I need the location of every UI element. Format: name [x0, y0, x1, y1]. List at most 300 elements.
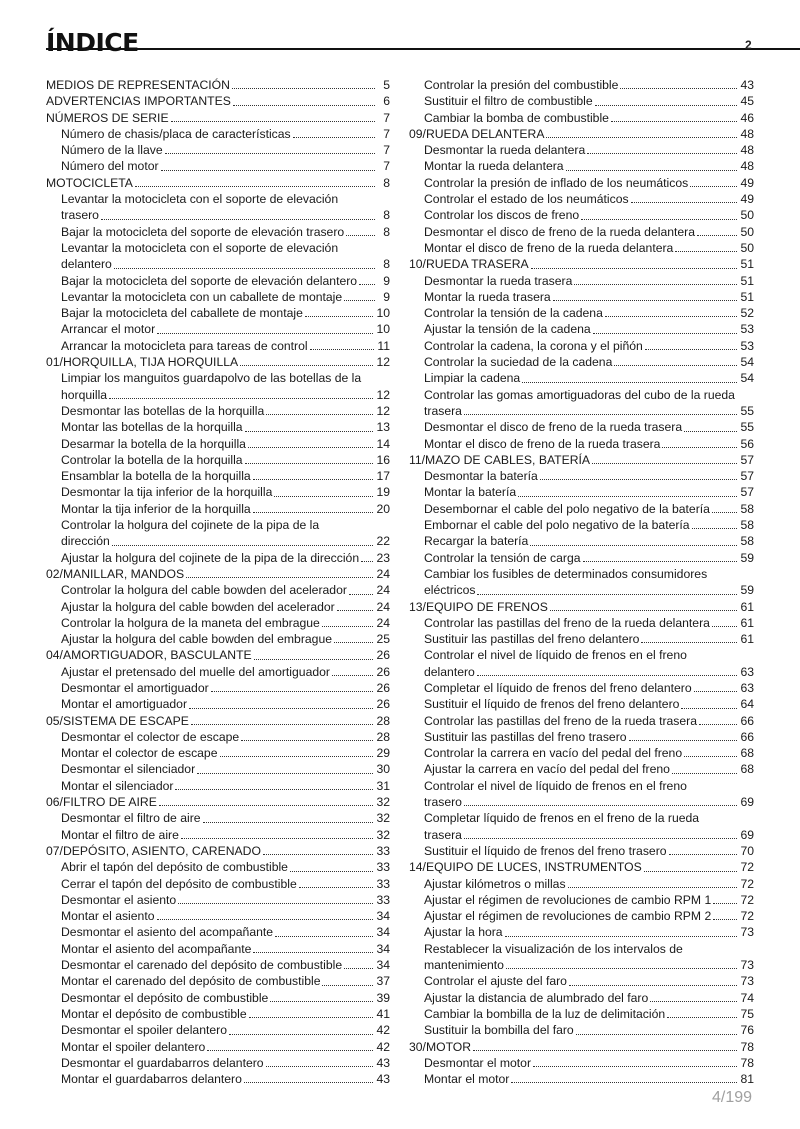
dot-leader — [266, 1064, 374, 1067]
toc-entry-page: 30 — [376, 762, 390, 777]
toc-entry[interactable] — [409, 387, 754, 420]
toc-entry-title: Controlar el ajuste del faro — [424, 974, 567, 989]
toc-entry-title: Montar la rueda delantera — [424, 159, 564, 174]
toc-entry[interactable] — [409, 713, 754, 729]
toc-entry[interactable] — [409, 533, 754, 549]
toc-entry-page: 10 — [376, 306, 390, 321]
toc-entry-page: 75 — [740, 1006, 754, 1021]
toc-entry-page: 51 — [740, 257, 754, 272]
toc-entry[interactable] — [409, 761, 754, 777]
toc-entry-title: Desmontar el asiento — [61, 892, 177, 907]
toc-entry-title-continued: trasera — [424, 403, 462, 418]
toc-entry-page: 43 — [376, 1055, 390, 1070]
toc-entry-title: Ensamblar la botella de la horquilla — [61, 469, 251, 484]
toc-entry-title: Controlar la botella de la horquilla — [61, 452, 243, 467]
toc-entry[interactable] — [409, 289, 754, 305]
toc-entry[interactable] — [46, 305, 390, 321]
dot-leader — [191, 722, 374, 725]
toc-entry[interactable] — [46, 321, 390, 337]
toc-entry[interactable] — [409, 305, 754, 321]
toc-entry-title: Montar la tija inferior de la horquilla — [61, 501, 251, 516]
toc-entry-page: 8 — [383, 224, 390, 239]
toc-entry[interactable] — [46, 517, 390, 550]
toc-entry[interactable] — [409, 419, 754, 435]
dot-leader — [290, 869, 373, 872]
toc-entry-title: Arrancar el motor — [61, 322, 156, 337]
toc-entry-title: Desmontar el filtro de aire — [61, 811, 201, 826]
dot-leader — [574, 282, 737, 285]
dot-leader — [274, 494, 373, 497]
toc-entry[interactable] — [409, 175, 754, 191]
toc-entry-page: 8 — [383, 208, 390, 223]
toc-entry-page: 12 — [376, 387, 390, 402]
toc-entry-page: 34 — [376, 941, 390, 956]
toc-entry-page: 73 — [740, 925, 754, 940]
toc-entry-title: 05/SISTEMA DE ESCAPE — [46, 713, 189, 728]
toc-entry[interactable] — [409, 892, 754, 908]
toc-section-entry[interactable] — [46, 110, 390, 126]
toc-entry-title: Controlar la suciedad de la cadena — [424, 355, 613, 370]
toc-section-entry[interactable] — [409, 599, 754, 615]
toc-section-entry[interactable] — [409, 256, 754, 272]
toc-entry[interactable] — [46, 876, 390, 892]
dot-leader — [477, 592, 737, 595]
toc-entry-page: 33 — [376, 892, 390, 907]
toc-entry-page: 76 — [740, 1023, 754, 1038]
toc-entry-title: Montar el motor — [424, 1072, 510, 1087]
toc-entry[interactable] — [409, 273, 754, 289]
toc-entry-page: 26 — [376, 697, 390, 712]
toc-entry-page: 31 — [376, 778, 390, 793]
dot-leader — [694, 689, 738, 692]
toc-entry-title-continued: delantero — [61, 257, 112, 272]
toc-entry-page: 26 — [376, 680, 390, 695]
dot-leader — [266, 412, 373, 415]
toc-entry-page: 16 — [376, 452, 390, 467]
toc-entry-page: 42 — [376, 1023, 390, 1038]
toc-entry[interactable] — [409, 93, 754, 109]
toc-entry[interactable] — [46, 1006, 390, 1022]
toc-entry-title: Desmontar las botellas de la horquilla — [61, 403, 265, 418]
toc-entry[interactable] — [46, 419, 390, 435]
toc-entry-title: Desmontar el disco de freno de la rueda delantera — [424, 224, 695, 239]
toc-entry[interactable] — [46, 908, 390, 924]
dot-leader — [667, 1015, 737, 1018]
toc-entry-page: 57 — [740, 469, 754, 484]
toc-entry-page: 33 — [376, 876, 390, 891]
toc-entry-page: 24 — [376, 599, 390, 614]
toc-entry[interactable] — [409, 941, 754, 974]
toc-entry-title: Sustituir la bombilla del faro — [424, 1023, 574, 1038]
toc-entry[interactable] — [409, 566, 754, 599]
toc-entry[interactable] — [409, 990, 754, 1006]
toc-entry[interactable] — [409, 191, 754, 207]
dot-leader — [477, 673, 738, 676]
toc-entry-page: 48 — [740, 143, 754, 158]
dot-leader — [645, 347, 738, 350]
toc-entry-page: 14 — [376, 436, 390, 451]
toc-section-entry[interactable] — [46, 566, 390, 582]
toc-entry[interactable] — [46, 973, 390, 989]
toc-entry-page: 48 — [740, 126, 754, 141]
dot-leader — [669, 852, 738, 855]
toc-entry-page: 68 — [740, 762, 754, 777]
dot-leader — [275, 934, 373, 937]
dot-leader — [245, 429, 374, 432]
toc-entry[interactable] — [409, 680, 754, 696]
toc-entry-title: Controlar las gomas amortiguadoras del cubo de la rueda — [424, 387, 735, 402]
toc-entry[interactable] — [46, 729, 390, 745]
toc-entry-page: 68 — [740, 746, 754, 761]
dot-leader — [650, 999, 737, 1002]
toc-entry-title: 02/MANILLAR, MANDOS — [46, 566, 185, 581]
toc-entry-page: 66 — [740, 713, 754, 728]
toc-entry-page: 45 — [740, 94, 754, 109]
toc-entry-page: 39 — [376, 990, 390, 1005]
dot-leader — [684, 754, 737, 757]
toc-entry-page: 54 — [740, 371, 754, 386]
toc-entry-page: 55 — [740, 403, 754, 418]
toc-entry-title: Desmontar la tija inferior de la horquilla — [61, 485, 273, 500]
toc-entry-title: Cambiar los fusibles de determinados consumidores — [424, 566, 708, 581]
toc-entry-page: 43 — [740, 78, 754, 92]
toc-entry-title: NÚMEROS DE SERIE — [46, 110, 169, 125]
dot-leader — [473, 1048, 737, 1051]
toc-section-entry[interactable] — [46, 794, 390, 810]
toc-entry-page: 53 — [740, 322, 754, 337]
dot-leader — [690, 184, 737, 187]
toc-entry-page: 70 — [740, 843, 754, 858]
toc-entry-title: Número de la llave — [61, 143, 163, 158]
toc-entry-title: Ajustar el régimen de revoluciones de cambio RPM 1 — [424, 892, 712, 907]
toc-entry-title: Sustituir el líquido de frenos del freno delantero — [424, 697, 680, 712]
toc-entry-title: MOTOCICLETA — [46, 175, 133, 190]
toc-entry-page: 51 — [740, 289, 754, 304]
toc-entry-page: 7 — [383, 110, 390, 125]
toc-entry[interactable] — [46, 436, 390, 452]
toc-entry-page: 64 — [740, 697, 754, 712]
dot-leader — [644, 869, 738, 872]
toc-entry[interactable] — [46, 582, 390, 598]
toc-entry[interactable] — [46, 370, 390, 403]
dot-leader — [522, 380, 737, 383]
dot-leader — [240, 363, 373, 366]
dot-leader — [713, 917, 737, 920]
toc-entry[interactable] — [46, 452, 390, 468]
toc-entry-page: 28 — [376, 713, 390, 728]
toc-entry[interactable] — [409, 501, 754, 517]
dot-leader — [540, 477, 738, 480]
dot-leader — [699, 722, 737, 725]
toc-entry-title: Desmontar el asiento del acompañante — [61, 925, 274, 940]
toc-entry[interactable] — [46, 289, 390, 305]
toc-entry[interactable] — [409, 876, 754, 892]
toc-section-entry[interactable] — [409, 1039, 754, 1055]
dot-leader — [157, 917, 374, 920]
toc-entry-title: Controlar la holgura del cable bowden del acelerador — [61, 583, 347, 598]
toc-entry[interactable] — [409, 468, 754, 484]
toc-entry-title: Desmontar el guardabarros delantero — [61, 1055, 264, 1070]
toc-entry[interactable] — [46, 696, 390, 712]
toc-entry-title: Ajustar la distancia de alumbrado del faro — [424, 990, 649, 1005]
toc-entry-page: 33 — [376, 860, 390, 875]
toc-entry-title: Controlar los discos de freno — [424, 208, 580, 223]
dot-leader — [161, 168, 375, 171]
toc-entry-title: Controlar el nivel de líquido de frenos en el freno — [424, 648, 687, 663]
toc-entry-title: Montar el disco de freno de la rueda trasera — [424, 436, 661, 451]
toc-entry-title: Montar la batería — [424, 485, 517, 500]
toc-entry-page: 7 — [383, 143, 390, 158]
toc-entry[interactable] — [46, 468, 390, 484]
toc-entry[interactable] — [409, 647, 754, 680]
toc-entry-page: 73 — [740, 974, 754, 989]
toc-entry-title: Ajustar kilómetros o millas — [424, 876, 566, 891]
toc-entry[interactable] — [409, 110, 754, 126]
toc-entry-page: 72 — [740, 876, 754, 891]
toc-entry[interactable] — [46, 191, 390, 224]
toc-entry[interactable] — [409, 810, 754, 843]
toc-section-entry[interactable] — [46, 175, 390, 191]
toc-entry[interactable] — [409, 973, 754, 989]
dot-leader — [157, 331, 373, 334]
toc-section-entry[interactable] — [46, 713, 390, 729]
toc-entry-title: Desmontar el depósito de combustible — [61, 990, 269, 1005]
toc-entry[interactable] — [46, 892, 390, 908]
toc-entry-page: 48 — [740, 159, 754, 174]
dot-leader — [712, 624, 738, 627]
toc-entry-title: Controlar la tensión de la cadena — [424, 306, 603, 321]
dot-leader — [553, 298, 738, 301]
dot-leader — [576, 1032, 738, 1035]
toc-entry-title: Controlar la cadena, la corona y el piñón — [424, 338, 643, 353]
dot-leader — [241, 738, 373, 741]
toc-entry[interactable] — [46, 1071, 390, 1087]
toc-entry[interactable] — [409, 142, 754, 158]
toc-entry-page: 24 — [376, 615, 390, 630]
toc-entry-page: 49 — [740, 192, 754, 207]
dot-leader — [518, 494, 737, 497]
toc-entry[interactable] — [46, 924, 390, 940]
toc-entry-page: 24 — [376, 583, 390, 598]
toc-entry[interactable] — [409, 745, 754, 761]
toc-entry[interactable] — [46, 827, 390, 843]
toc-entry-page: 32 — [376, 827, 390, 842]
toc-entry-title: Desmontar el colector de escape — [61, 729, 240, 744]
dot-leader — [620, 86, 737, 89]
dot-leader — [203, 820, 374, 823]
toc-entry[interactable] — [46, 761, 390, 777]
toc-entry[interactable] — [409, 1055, 754, 1071]
dot-leader — [249, 1015, 374, 1018]
toc-section-entry[interactable] — [46, 647, 390, 663]
toc-entry[interactable] — [46, 550, 390, 566]
toc-entry[interactable] — [46, 1055, 390, 1071]
toc-entry[interactable] — [409, 240, 754, 256]
toc-entry[interactable] — [409, 778, 754, 811]
toc-entry-page: 7 — [383, 159, 390, 174]
toc-section-entry[interactable] — [46, 93, 390, 109]
dot-leader — [713, 901, 737, 904]
toc-entry[interactable] — [46, 859, 390, 875]
toc-entry[interactable] — [46, 338, 390, 354]
dot-leader — [614, 363, 737, 366]
toc-entry-page: 61 — [740, 615, 754, 630]
toc-entry[interactable] — [409, 207, 754, 223]
toc-entry-page: 57 — [740, 485, 754, 500]
toc-entry[interactable] — [409, 354, 754, 370]
toc-entry-title: 04/AMORTIGUADOR, BASCULANTE — [46, 648, 252, 663]
toc-entry-page: 32 — [376, 811, 390, 826]
dot-leader — [684, 429, 737, 432]
toc-entry-title: Levantar la motocicleta con un caballete de montaje — [61, 289, 343, 304]
dot-leader — [220, 754, 374, 757]
toc-entry[interactable] — [409, 224, 754, 240]
toc-entry[interactable] — [46, 224, 390, 240]
toc-entry[interactable] — [46, 273, 390, 289]
toc-entry-title: Cambiar la bomba de combustible — [424, 110, 609, 125]
dot-leader — [662, 445, 737, 448]
toc-entry[interactable] — [409, 1006, 754, 1022]
dot-leader — [233, 103, 375, 106]
toc-entry[interactable] — [409, 436, 754, 452]
toc-entry[interactable] — [46, 1022, 390, 1038]
toc-entry[interactable] — [46, 599, 390, 615]
toc-entry[interactable] — [409, 696, 754, 712]
toc-entry[interactable] — [409, 729, 754, 745]
toc-entry[interactable] — [46, 680, 390, 696]
dot-leader — [550, 608, 738, 611]
toc-entry-page: 74 — [740, 990, 754, 1005]
toc-entry-page: 22 — [376, 534, 390, 549]
toc-entry-title: Completar líquido de frenos en el freno de la rueda — [424, 811, 700, 826]
toc-entry[interactable] — [409, 908, 754, 924]
dot-leader — [299, 885, 374, 888]
toc-entry[interactable] — [409, 924, 754, 940]
dot-leader — [464, 803, 738, 806]
toc-entry[interactable] — [46, 126, 390, 142]
toc-entry[interactable] — [409, 484, 754, 500]
toc-entry[interactable] — [409, 321, 754, 337]
toc-entry[interactable] — [46, 664, 390, 680]
toc-entry-title: Levantar la motocicleta con el soporte de elevación — [61, 192, 339, 207]
toc-entry-title: Montar el colector de escape — [61, 746, 218, 761]
toc-section-entry[interactable] — [409, 126, 754, 142]
toc-entry-title: 10/RUEDA TRASERA — [409, 257, 529, 272]
dot-leader — [245, 461, 374, 464]
toc-entry-page: 26 — [376, 664, 390, 679]
toc-entry-title: Controlar el nivel de líquido de frenos en el freno — [424, 778, 687, 793]
toc-entry[interactable] — [46, 501, 390, 517]
toc-entry[interactable] — [409, 370, 754, 386]
toc-entry-page: 43 — [376, 1072, 390, 1087]
toc-entry-page: 73 — [740, 958, 754, 973]
toc-entry-page: 28 — [376, 729, 390, 744]
toc-entry-page: 63 — [740, 680, 754, 695]
dot-leader — [605, 314, 738, 317]
toc-entry-page: 50 — [740, 224, 754, 239]
toc-entry[interactable] — [409, 158, 754, 174]
toc-entry[interactable] — [46, 240, 390, 273]
toc-entry[interactable] — [409, 77, 754, 93]
toc-section-entry[interactable] — [409, 859, 754, 875]
toc-entry[interactable] — [46, 615, 390, 631]
toc-entry-title: Controlar la carrera en vacío del pedal del freno — [424, 746, 683, 761]
toc-entry[interactable] — [409, 1022, 754, 1038]
toc-entry[interactable] — [46, 1039, 390, 1055]
dot-leader — [629, 738, 738, 741]
toc-entry[interactable] — [409, 550, 754, 566]
toc-right-column — [409, 77, 754, 1087]
toc-entry[interactable] — [409, 517, 754, 533]
toc-entry-title-continued: mantenimiento — [424, 958, 504, 973]
toc-entry-title: Cambiar la bombilla de la luz de delimitación — [424, 1006, 666, 1021]
dot-leader — [511, 1080, 737, 1083]
toc-entry-title: Desarmar la botella de la horquilla — [61, 436, 246, 451]
toc-entry[interactable] — [46, 158, 390, 174]
toc-entry-title: Montar el spoiler delantero — [61, 1039, 206, 1054]
toc-entry-title: Controlar las pastillas del freno de la rueda delantera — [424, 615, 710, 630]
toc-entry-title: Montar el disco de freno de la rueda delantera — [424, 240, 674, 255]
toc-entry-title: Sustituir las pastillas del freno delantero — [424, 632, 640, 647]
dot-leader — [159, 803, 374, 806]
toc-entry[interactable] — [46, 957, 390, 973]
toc-section-entry[interactable] — [46, 843, 390, 859]
toc-entry[interactable] — [409, 1071, 754, 1087]
toc-entry-title: Completar el líquido de frenos del freno delantero — [424, 680, 692, 695]
toc-entry-page: 78 — [740, 1055, 754, 1070]
toc-entry-title: Abrir el tapón del depósito de combustible — [61, 860, 288, 875]
toc-entry[interactable] — [409, 843, 754, 859]
toc-entry-title: 30/MOTOR — [409, 1039, 472, 1054]
toc-section-entry[interactable] — [46, 77, 390, 93]
toc-entry-page: 8 — [383, 257, 390, 272]
toc-entry-title: 14/EQUIPO DE LUCES, INSTRUMENTOS — [409, 860, 642, 875]
toc-entry[interactable] — [46, 941, 390, 957]
toc-entry[interactable] — [409, 615, 754, 631]
toc-entry[interactable] — [46, 142, 390, 158]
toc-section-entry[interactable] — [46, 354, 390, 370]
toc-entry[interactable] — [46, 484, 390, 500]
toc-entry-page: 53 — [740, 338, 754, 353]
toc-entry[interactable] — [46, 990, 390, 1006]
toc-entry-title: Bajar la motocicleta del soporte de elevación delantero — [61, 273, 358, 288]
dot-leader — [334, 640, 373, 643]
toc-entry-title: Desmontar el amortiguador — [61, 680, 209, 695]
dot-leader — [464, 836, 738, 839]
toc-entry[interactable] — [46, 810, 390, 826]
toc-section-entry[interactable] — [409, 452, 754, 468]
toc-entry-title: Desmontar la rueda trasera — [424, 273, 573, 288]
toc-entry-page: 59 — [740, 583, 754, 598]
toc-entry-page: 5 — [383, 78, 390, 92]
toc-entry-title: 09/RUEDA DELANTERA — [409, 126, 545, 141]
toc-entry-title: Bajar la motocicleta del soporte de elevación trasero — [61, 224, 345, 239]
dot-leader — [587, 151, 737, 154]
toc-entry-page: 55 — [740, 420, 754, 435]
dot-leader — [270, 999, 373, 1002]
toc-entry[interactable] — [46, 403, 390, 419]
dot-leader — [592, 461, 737, 464]
toc-entry[interactable] — [409, 631, 754, 647]
dot-leader — [681, 706, 737, 709]
toc-entry[interactable] — [46, 745, 390, 761]
toc-entry[interactable] — [46, 778, 390, 794]
toc-entry-page: 66 — [740, 729, 754, 744]
dot-leader — [322, 624, 374, 627]
toc-entry-page: 6 — [383, 94, 390, 109]
toc-entry[interactable] — [46, 631, 390, 647]
toc-entry[interactable] — [409, 338, 754, 354]
